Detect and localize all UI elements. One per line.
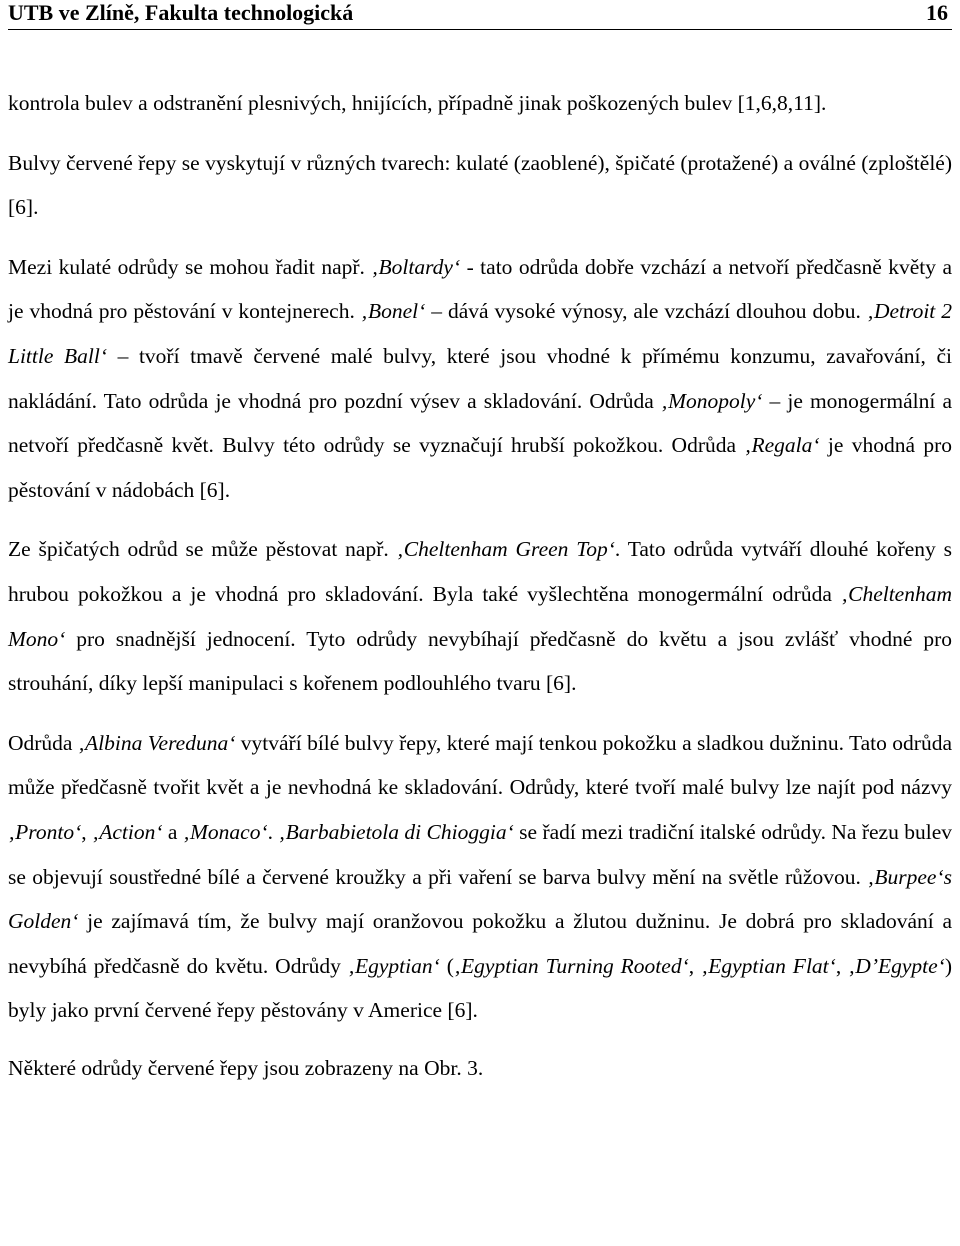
paragraph-3 <box>8 245 952 513</box>
variety-name: ‚Bonel‘ <box>360 299 426 324</box>
text-segment: se řadí mezi tradiční italské odrůdy. Na řezu bulev se objevují soustředné bílé a červené kroužky a při vaření se barva bulvy mění na světle růžovou. <box>8 819 953 889</box>
variety-name: ‚Egyptian Turning Rooted‘ <box>453 953 689 978</box>
page-number: 16 <box>926 0 948 25</box>
text-segment: vytváří bílé bulvy řepy, které mají tenkou pokožku a sladkou dužninu. Tato odrůda může předčasně tvořit květ a je nevhodná ke skladování. Odrůdy, které tvoří malé bulvy lze najít pod názvy <box>8 730 952 800</box>
header-title: UTB ve Zlíně, Fakulta technologická <box>8 0 354 25</box>
text-segment: – je monogermální a netvoří předčasně květ. Bulvy této odrůdy se vyznačují hrubší pokožkou. Odrůda <box>8 388 952 458</box>
variety-name: ‚Pronto‘ <box>8 819 82 844</box>
text-segment: je vhodná pro pěstování v nádobách [6]. <box>8 433 952 502</box>
document-body <box>8 81 952 1090</box>
variety-name: ‚Cheltenham Mono‘ <box>8 581 952 651</box>
text-segment: , <box>688 953 702 978</box>
variety-name: ‚Boltardy‘ <box>371 254 461 279</box>
text-segment: Ze špičatých odrůd se může pěstovat např. <box>8 537 397 562</box>
variety-name: ‚D’Egypte‘ <box>848 953 945 978</box>
variety-name: ‚Regala‘ <box>744 433 820 458</box>
variety-name: ‚Barbabietola di Chioggia‘ <box>278 819 514 844</box>
variety-name: ‚Burpee‘s Golden‘ <box>8 864 952 934</box>
paragraph-2: Bulvy červené řepy se vyskytují v různých tvarech: kulaté (zaoblené), špičaté (protažené) a oválné (zploštělé) [6]. <box>8 150 952 220</box>
text-segment: . <box>267 819 279 844</box>
text-segment: , <box>81 819 93 844</box>
paragraph-4 <box>8 527 952 705</box>
paragraph-1: kontrola bulev a odstranění plesnivých, hnijících, případně jinak poškozených bulev [1,6,8,11]. <box>8 91 827 115</box>
page-header <box>8 0 952 30</box>
paragraph-6: Některé odrůdy červené řepy jsou zobrazeny na Obr. 3. <box>8 1055 484 1080</box>
text-segment: a <box>162 819 183 844</box>
variety-name: ‚Egyptian‘ <box>347 953 440 978</box>
text-segment: ) byly jako první červené řepy pěstovány v Americe [6]. <box>8 953 953 1023</box>
text-segment: pro snadnější jednocení. Tyto odrůdy nevybíhají předčasně do květu a jsou zvlášť vhodné pro strouhání, díky lepší manipulaci s kořenem podlouhlého tvaru [6]. <box>8 626 952 696</box>
text-segment: ( <box>439 953 454 978</box>
text-segment: je zajímavá tím, že bulvy mají oranžovou pokožku a žlutou dužninu. Je dobrá pro skladování a nevybíhá předčasně do květu. Odrůdy <box>8 909 952 978</box>
variety-name: ‚Monaco‘ <box>182 819 268 844</box>
paragraph-5 <box>8 721 952 1033</box>
text-segment: . Tato odrůda vytváří dlouhé kořeny s hrubou pokožkou a je vhodná pro skladování. Byla také vyšlechtěna monogermální odrůda <box>8 537 952 606</box>
text-segment: , <box>835 953 849 978</box>
variety-name: ‚Egyptian Flat‘ <box>701 953 836 978</box>
variety-name: ‚Action‘ <box>92 819 163 844</box>
text-segment: Odrůda <box>8 730 78 755</box>
variety-name: ‚Monopoly‘ <box>660 388 763 413</box>
text-segment: Mezi kulaté odrůdy se mohou řadit např. <box>8 254 372 279</box>
text-segment: – tvoří tmavě červené malé bulvy, které jsou vhodné k přímému konzumu, zavařování, či nakládání. Tato odrůda je vhodná pro pozdní výsev a skladování. Odrůda <box>8 343 953 413</box>
text-segment: - tato odrůda dobře vzchází a netvoří předčasně květy a je vhodná pro pěstování v kontejnerech. <box>8 254 952 324</box>
variety-name: ‚Detroit 2 Little Ball‘ <box>8 299 952 368</box>
text-segment: – dává vysoké výnosy, ale vzchází dlouhou dobu. <box>425 299 867 324</box>
variety-name: ‚Albina Vereduna‘ <box>77 730 236 755</box>
variety-name: ‚Cheltenham Green Top‘ <box>396 537 615 562</box>
